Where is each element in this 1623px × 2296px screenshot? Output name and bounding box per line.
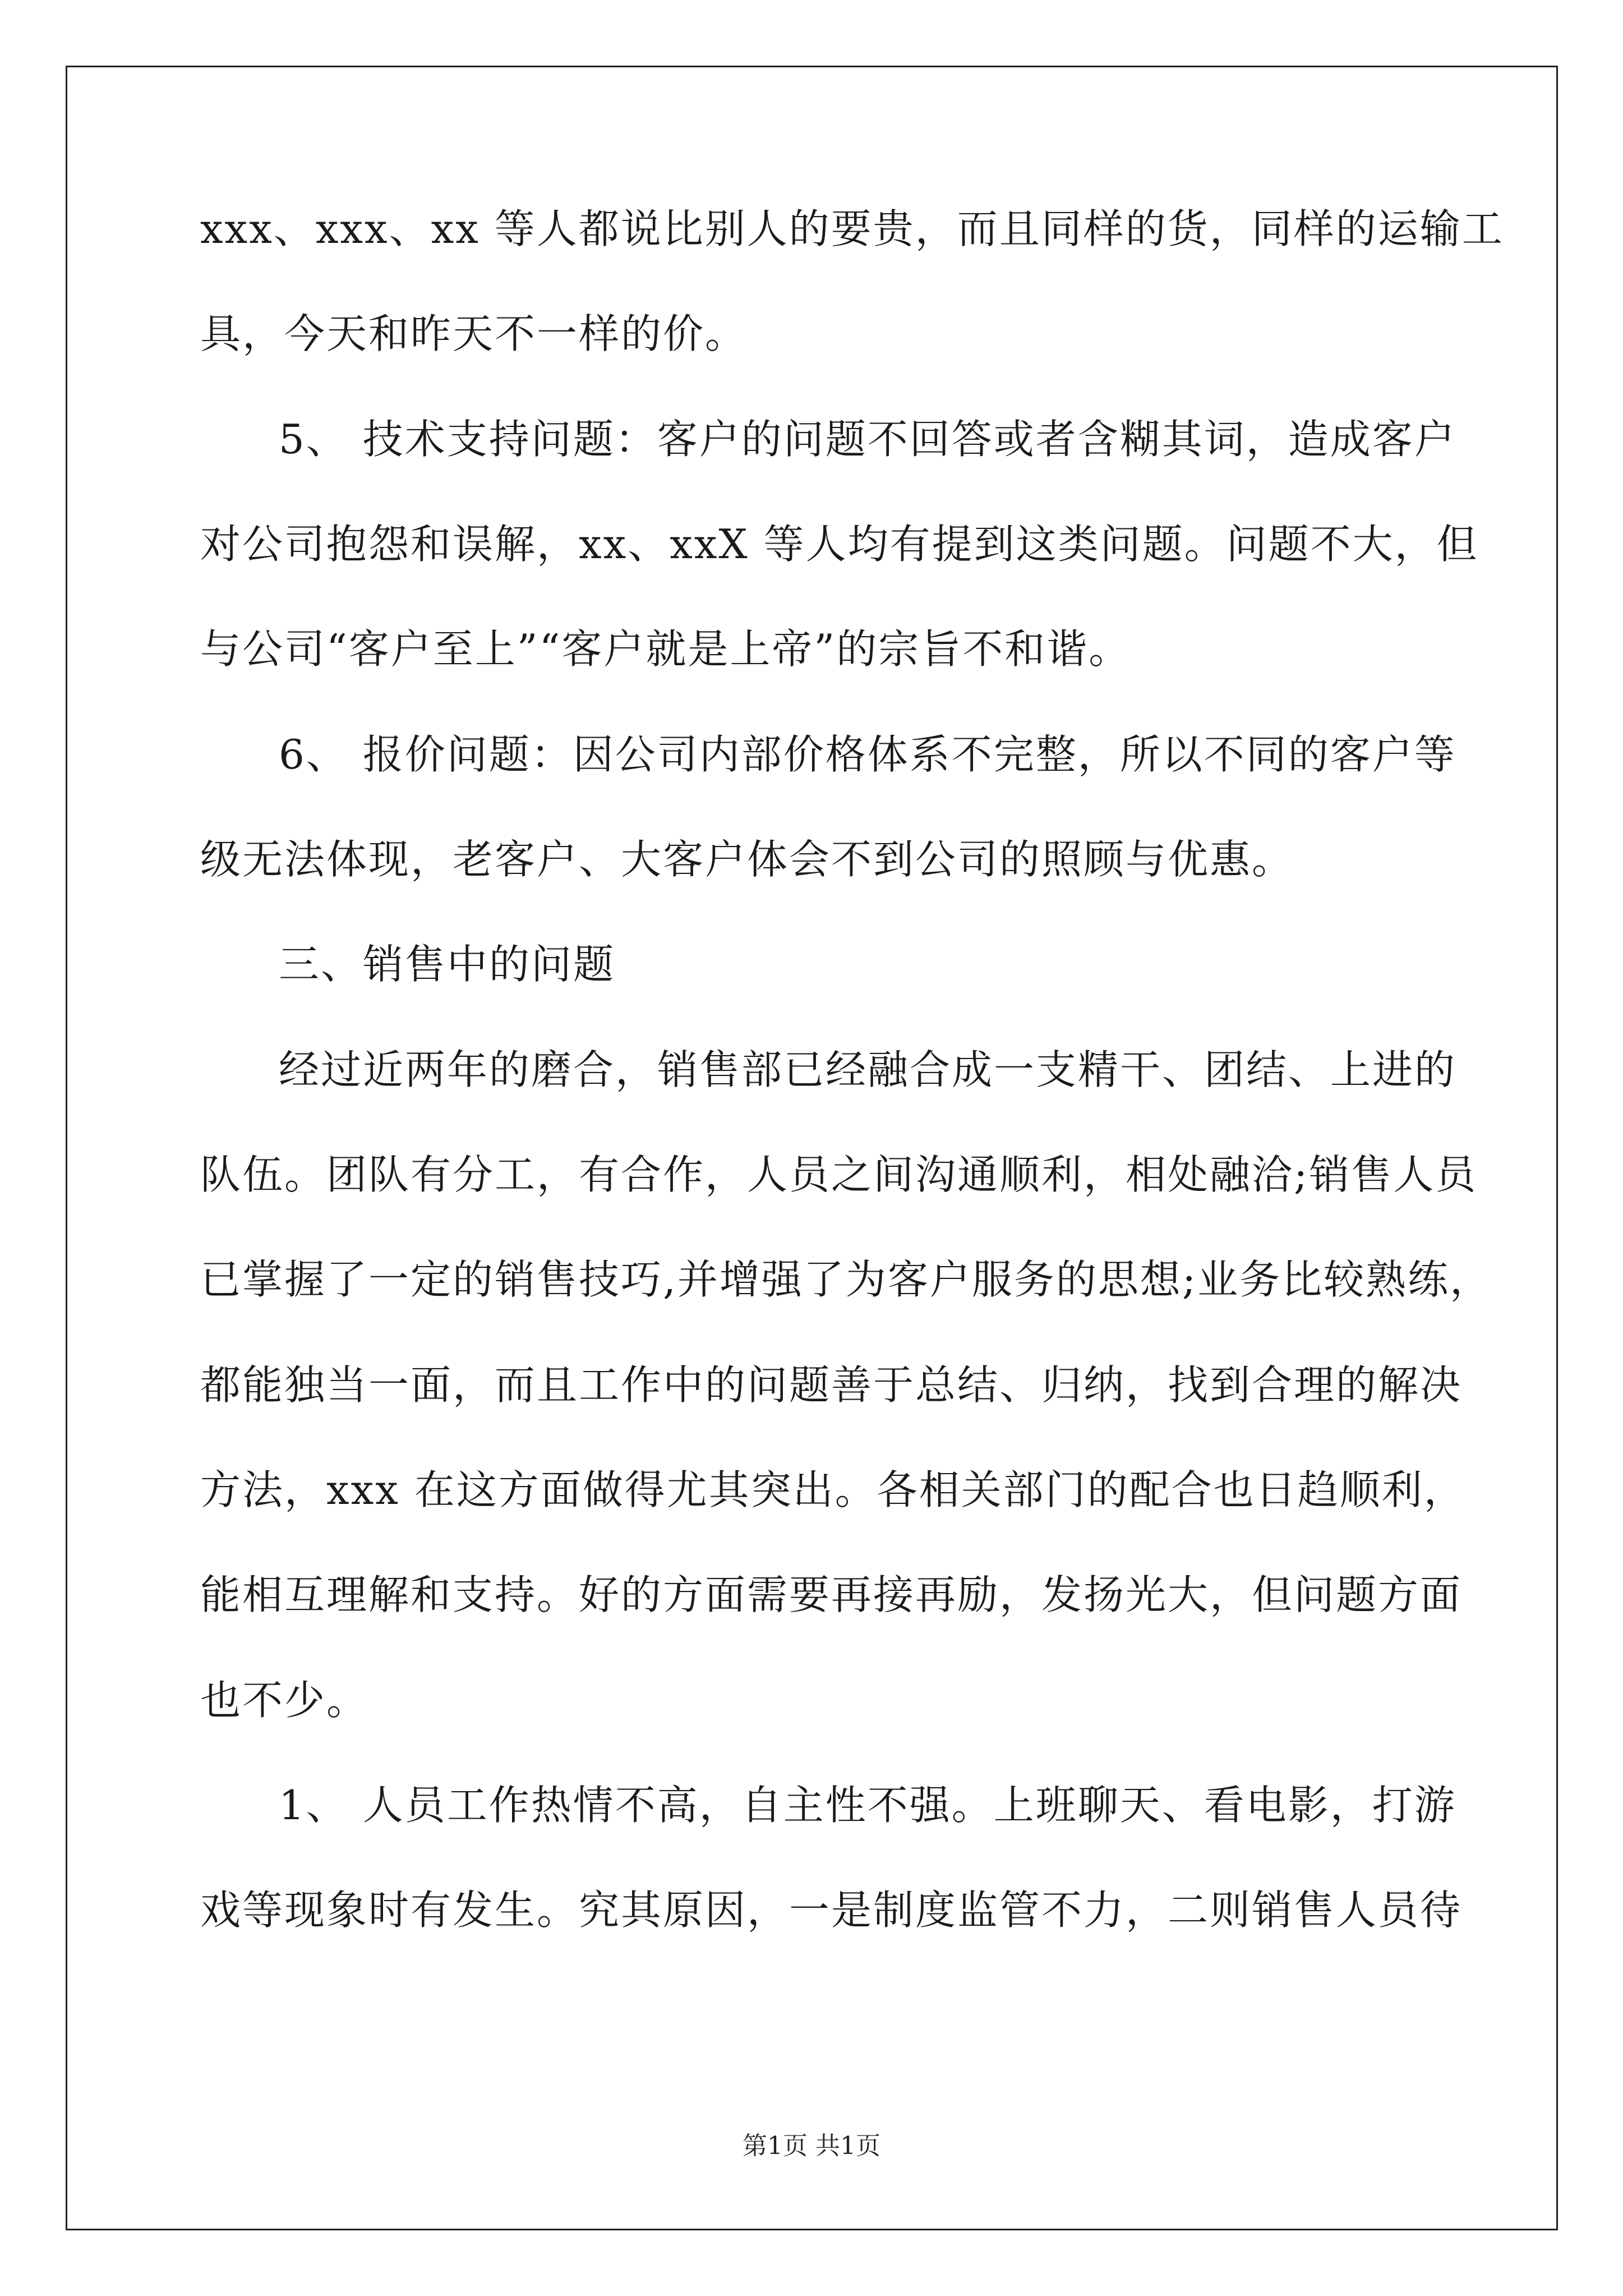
text-line: 已掌握了一定的销售技巧,并增强了为客户服务的思想;业务比较熟练，	[200, 1256, 1492, 1303]
page-number-footer: 第1页 共1页	[743, 2132, 880, 2160]
text-line: 戏等现象时有发生。究其原因，一是制度监管不力，二则销售人员待	[200, 1887, 1463, 1934]
text-line: 具，今天和昨天不一样的价。	[200, 310, 748, 357]
text-line: 能相互理解和支持。好的方面需要再接再励，发扬光大，但问题方面	[200, 1571, 1463, 1618]
text-line: 队伍。团队有分工，有合作，人员之间沟通顺利，相处融洽;销售人员	[200, 1151, 1478, 1198]
text-line: 也不少。	[200, 1677, 369, 1724]
text-line: 都能独当一面，而且工作中的问题善于总结、归纳，找到合理的解决	[200, 1361, 1463, 1409]
text-line: 5、 技术支持问题：客户的问题不回答或者含糊其词，造成客户	[279, 416, 1456, 463]
text-line: 对公司抱怨和误解，xx、xxX 等人均有提到这类问题。问题不大，但	[200, 521, 1479, 568]
text-line: xxx、xxx、xx 等人都说比别人的要贵，而且同样的货，同样的运输工	[200, 205, 1504, 252]
text-line: 1、 人员工作热情不高，自主性不强。上班聊天、看电影，打游	[279, 1782, 1456, 1829]
section-heading: 三、销售中的问题	[279, 941, 616, 988]
text-line: 方法，xxx 在这方面做得尤其突出。各相关部门的配合也日趋顺利，	[200, 1466, 1466, 1513]
text-line: 级无法体现，老客户、大客户体会不到公司的照顾与优惠。	[200, 836, 1294, 883]
text-line: 经过近两年的磨合，销售部已经融合成一支精干、团结、上进的	[279, 1046, 1457, 1093]
text-line: 6、 报价问题：因公司内部价格体系不完整，所以不同的客户等	[279, 731, 1456, 778]
text-line: 与公司“客户至上”“客户就是上帝”的宗旨不和谐。	[200, 625, 1131, 673]
